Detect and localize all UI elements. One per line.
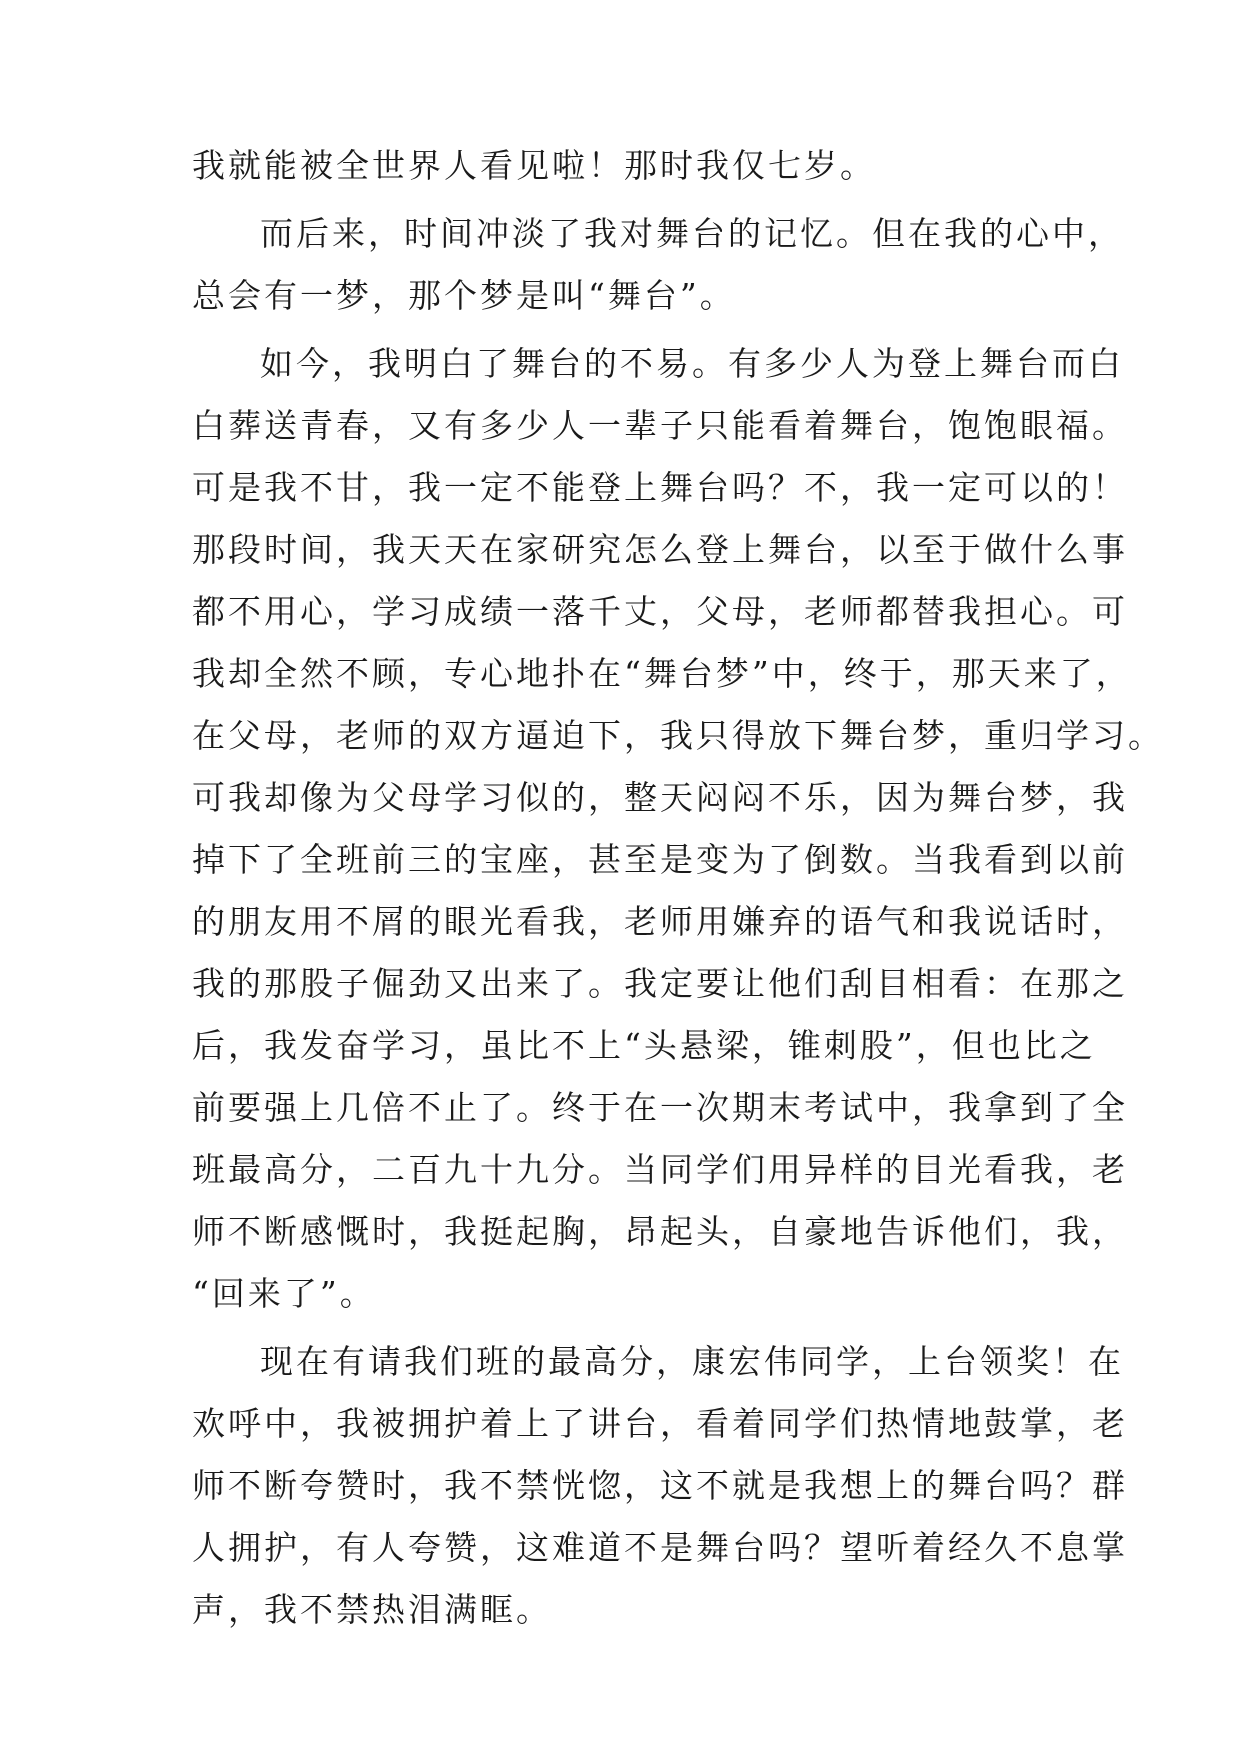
- text-line: 声，我不禁热泪满眶。: [192, 1590, 552, 1629]
- text-line: 掉下了全班前三的宝座，甚至是变为了倒数。当我看到以前: [192, 840, 1128, 879]
- text-line: 在父母，老师的双方逼迫下，我只得放下舞台梦，重归学习。: [192, 716, 1164, 755]
- text-line: 师不断感慨时，我挺起胸，昂起头，自豪地告诉他们，我，: [192, 1212, 1128, 1251]
- text-line: 后，我发奋学习，虽比不上“头悬梁，锥刺股”，但也比之: [192, 1026, 1096, 1065]
- text-line: 人拥护，有人夸赞，这难道不是舞台吗？望听着经久不息掌: [192, 1528, 1128, 1567]
- text-line: 那段时间，我天天在家研究怎么登上舞台，以至于做什么事: [192, 530, 1128, 569]
- text-line: 如今，我明白了舞台的不易。有多少人为登上舞台而白: [260, 344, 1124, 383]
- text-line: 我的那股子倔劲又出来了。我定要让他们刮目相看：在那之: [192, 964, 1128, 1003]
- text-line: 我却全然不顾，专心地扑在“舞台梦”中，终于，那天来了，: [192, 654, 1132, 693]
- text-line: 师不断夸赞时，我不禁恍惚，这不就是我想上的舞台吗？群: [192, 1466, 1128, 1505]
- text-line: 班最高分，二百九十九分。当同学们用异样的目光看我，老: [192, 1150, 1128, 1189]
- text-line: 总会有一梦，那个梦是叫“舞台”。: [192, 276, 736, 315]
- text-line: 欢呼中，我被拥护着上了讲台，看着同学们热情地鼓掌，老: [192, 1404, 1128, 1443]
- text-line: 而后来，时间冲淡了我对舞台的记忆。但在我的心中，: [260, 214, 1124, 253]
- text-line: “回来了”。: [192, 1274, 376, 1313]
- essay-text: [192, 140, 1164, 1646]
- text-line: 都不用心，学习成绩一落千丈，父母，老师都替我担心。可: [192, 592, 1128, 631]
- text-line: 的朋友用不屑的眼光看我，老师用嫌弃的语气和我说话时，: [192, 902, 1128, 941]
- text-line: 白葬送青春，又有多少人一辈子只能看着舞台，饱饱眼福。: [192, 406, 1128, 445]
- text-line: 可我却像为父母学习似的，整天闷闷不乐，因为舞台梦，我: [192, 778, 1128, 817]
- text-line: 现在有请我们班的最高分，康宏伟同学，上台领奖！在: [260, 1342, 1124, 1381]
- text-line: 前要强上几倍不止了。终于在一次期末考试中，我拿到了全: [192, 1088, 1128, 1127]
- text-line: 我就能被全世界人看见啦！那时我仅七岁。: [192, 146, 876, 185]
- text-line: 可是我不甘，我一定不能登上舞台吗？不，我一定可以的！: [192, 468, 1128, 507]
